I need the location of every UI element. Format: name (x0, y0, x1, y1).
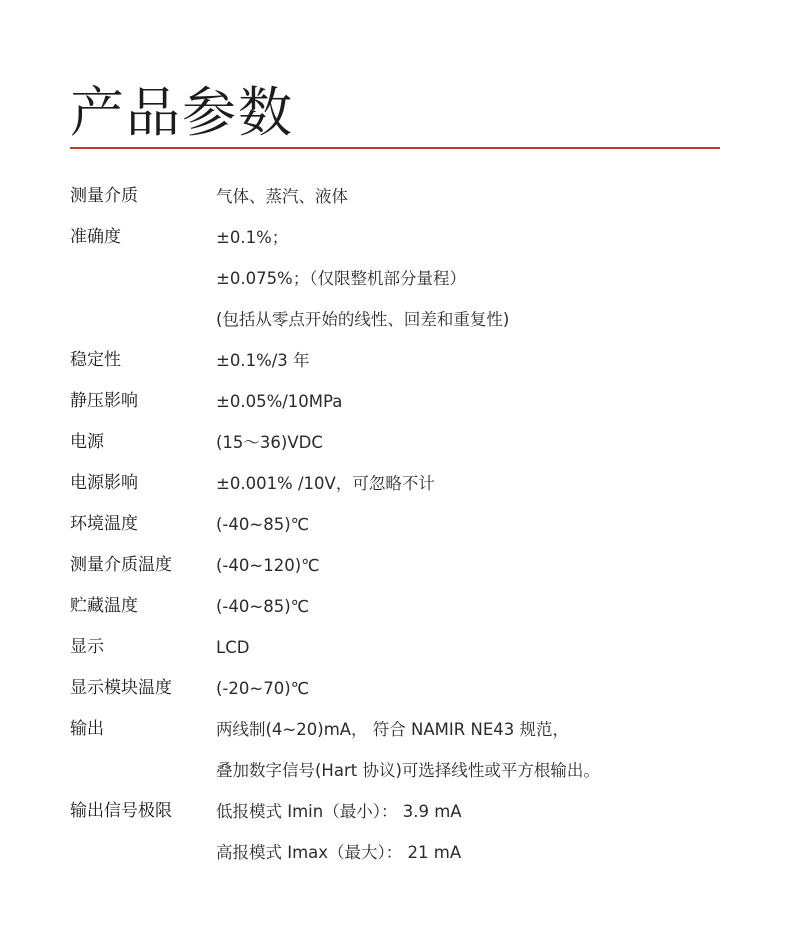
spec-label: 环境温度 (70, 514, 138, 534)
spec-value (216, 791, 770, 873)
spec-value-line: LCD (216, 638, 250, 657)
table-row (70, 340, 770, 381)
table-row (70, 463, 770, 504)
spec-value-line: (-40~85)℃ (216, 515, 310, 534)
spec-value-line: ±0.075%；（仅限整机部分量程） (216, 269, 466, 288)
spec-value (216, 422, 770, 463)
spec-value-line: 高报模式 Imax（最大）： 21 mA (216, 843, 462, 862)
spec-value-line: 叠加数字信号(Hart 协议)可选择线性或平方根输出。 (216, 761, 600, 780)
spec-label: 贮藏温度 (70, 596, 138, 616)
spec-value-line: (15～36)VDC (216, 433, 323, 452)
spec-value (216, 340, 770, 381)
spec-label: 准确度 (70, 227, 121, 247)
spec-label: 显示模块温度 (70, 678, 172, 698)
spec-value-line: ±0.1%/3 年 (216, 351, 310, 370)
table-row (70, 586, 770, 627)
title-divider (70, 147, 720, 149)
spec-label: 输出 (70, 719, 104, 739)
spec-value (216, 586, 770, 627)
spec-value (216, 217, 770, 340)
table-row (70, 709, 770, 791)
spec-value-line: (-40~85)℃ (216, 597, 310, 616)
spec-value (216, 463, 770, 504)
table-row (70, 627, 770, 668)
specification-table (70, 176, 770, 873)
table-row (70, 217, 770, 340)
table-row (70, 504, 770, 545)
spec-value-line: (-20~70)℃ (216, 679, 310, 698)
spec-label: 静压影响 (70, 391, 138, 411)
spec-label: 输出信号极限 (70, 801, 172, 821)
spec-value-line: (-40~120)℃ (216, 556, 320, 575)
spec-value-line: ±0.001% /10V，可忽略不计 (216, 474, 435, 493)
spec-value-line: (包括从零点开始的线性、回差和重复性) (216, 310, 510, 329)
table-row (70, 668, 770, 709)
spec-value (216, 176, 770, 217)
spec-value (216, 504, 770, 545)
spec-value-line: 气体、蒸汽、液体 (216, 187, 348, 206)
spec-label: 稳定性 (70, 350, 121, 370)
spec-label: 测量介质 (70, 186, 138, 206)
spec-label: 显示 (70, 637, 104, 657)
specification-table-body (70, 176, 770, 873)
spec-value-line: 低报模式 Imin（最小）： 3.9 mA (216, 802, 462, 821)
spec-value-line: ±0.05%/10MPa (216, 392, 343, 411)
page-title: 产品参数 (70, 81, 294, 145)
spec-label: 测量介质温度 (70, 555, 172, 575)
table-row (70, 381, 770, 422)
spec-value (216, 381, 770, 422)
spec-value-line: ±0.1%； (216, 228, 289, 247)
table-row (70, 545, 770, 586)
spec-value-line: 两线制(4~20)mA， 符合 NAMIR NE43 规范， (216, 720, 569, 739)
spec-label: 电源 (70, 432, 104, 452)
table-row (70, 422, 770, 463)
table-row (70, 176, 770, 217)
spec-value (216, 545, 770, 586)
spec-label: 电源影响 (70, 473, 138, 493)
table-row (70, 791, 770, 873)
spec-value (216, 709, 770, 791)
spec-value (216, 668, 770, 709)
spec-value (216, 627, 770, 668)
